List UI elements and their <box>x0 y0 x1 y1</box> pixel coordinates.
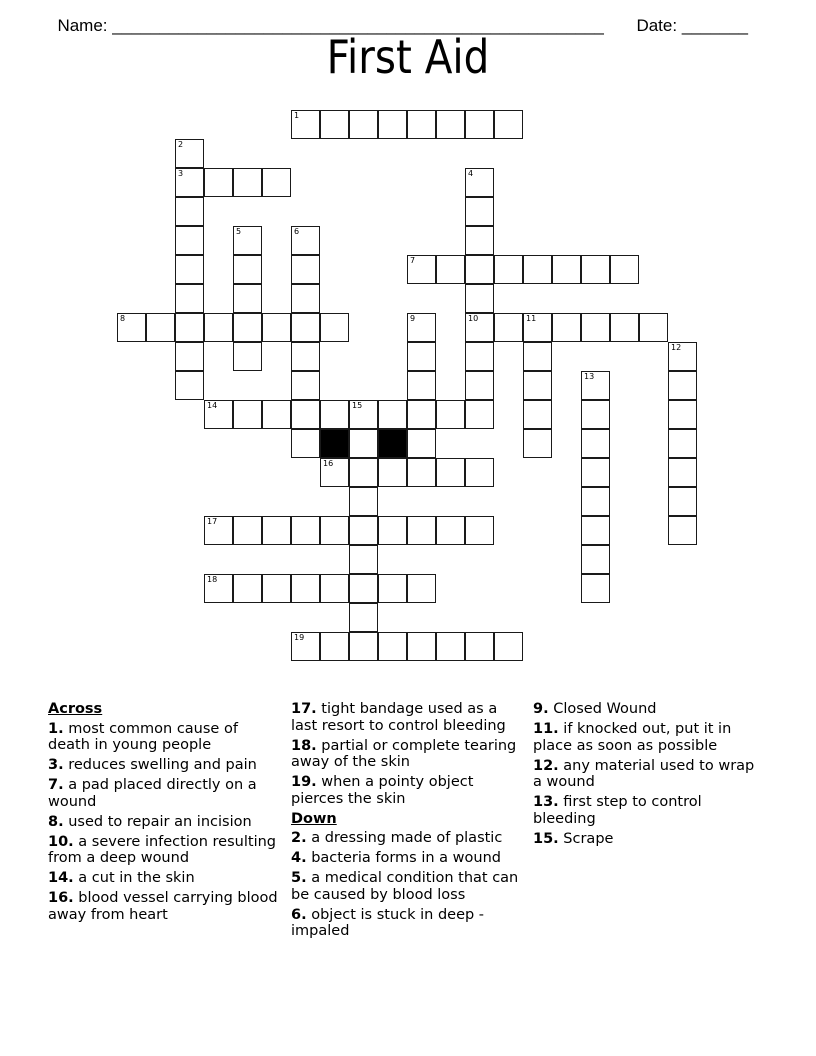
grid-cell[interactable] <box>465 168 494 197</box>
grid-cell[interactable] <box>378 458 407 487</box>
grid-cell[interactable] <box>668 487 697 516</box>
clue-number: 8 <box>120 314 126 323</box>
grid-cell[interactable] <box>436 400 465 429</box>
clue-across: 19. when a pointy object pierces the skin <box>291 774 474 807</box>
clue-number: 12 <box>671 343 682 352</box>
grid-cell[interactable] <box>378 400 407 429</box>
grid-cell[interactable] <box>581 545 610 574</box>
grid-cell[interactable] <box>552 255 581 284</box>
clue-number: 19 <box>294 633 305 642</box>
grid-cell[interactable] <box>465 197 494 226</box>
grid-cell[interactable] <box>320 400 349 429</box>
grid-cell[interactable] <box>291 284 320 313</box>
grid-cell[interactable] <box>436 458 465 487</box>
clue-across: 3. reduces swelling and pain <box>48 757 257 773</box>
grid-cell[interactable] <box>291 226 320 255</box>
grid-cell[interactable] <box>668 371 697 400</box>
grid-cell[interactable] <box>581 429 610 458</box>
grid-cell[interactable] <box>668 429 697 458</box>
grid-cell[interactable] <box>407 342 436 371</box>
grid-cell[interactable] <box>175 139 204 168</box>
clue-number: 17 <box>207 517 218 526</box>
clue-down: 13. first step to control bleeding <box>533 794 702 827</box>
grid-cell[interactable] <box>349 400 378 429</box>
grid-cell[interactable] <box>262 574 291 603</box>
grid-cell[interactable] <box>581 371 610 400</box>
date-line[interactable]: _______ <box>681 16 748 35</box>
clue-down: 5. a medical condition that can be caused by blood loss <box>291 870 519 903</box>
grid-cell[interactable] <box>436 632 465 661</box>
grid-cell[interactable] <box>291 516 320 545</box>
grid-cell[interactable] <box>465 400 494 429</box>
grid-cell[interactable] <box>610 313 639 342</box>
grid-cell[interactable] <box>639 313 668 342</box>
grid-cell[interactable] <box>465 632 494 661</box>
grid-cell[interactable] <box>378 110 407 139</box>
grid-cell[interactable] <box>291 342 320 371</box>
clue-column-2 <box>291 701 521 943</box>
clue-across: 8. used to repair an incision <box>48 813 252 830</box>
grid-cell[interactable] <box>117 313 146 342</box>
grid-cell[interactable] <box>494 632 523 661</box>
grid-cell[interactable] <box>581 487 610 516</box>
clue-column-3 <box>533 701 763 851</box>
grid-cell[interactable] <box>668 342 697 371</box>
page-title: First Aid <box>326 30 490 84</box>
clue-number: 7 <box>410 256 416 265</box>
grid-cell[interactable] <box>291 255 320 284</box>
clue-across: 17. tight bandage used as a last resort to control bleeding <box>291 701 506 734</box>
clue-down: 15. Scrape <box>533 830 614 847</box>
grid-cell[interactable] <box>204 400 233 429</box>
grid-cell[interactable] <box>581 255 610 284</box>
across-heading: Across <box>48 701 103 717</box>
grid-cell[interactable] <box>407 255 436 284</box>
grid-cell[interactable] <box>523 313 552 342</box>
grid-cell[interactable] <box>494 110 523 139</box>
grid-cell[interactable] <box>668 400 697 429</box>
grid-cell[interactable] <box>291 400 320 429</box>
grid-cell[interactable] <box>436 110 465 139</box>
grid-cell[interactable] <box>233 400 262 429</box>
grid-cell[interactable] <box>175 197 204 226</box>
grid-cell[interactable] <box>523 342 552 371</box>
clue-across: 1. most common cause of death in young people <box>48 720 238 753</box>
grid-cell[interactable] <box>465 313 494 342</box>
grid-cell[interactable] <box>320 313 349 342</box>
grid-cell[interactable] <box>204 574 233 603</box>
clue-down: 9. Closed Wound <box>533 701 657 717</box>
grid-cell[interactable] <box>349 516 378 545</box>
grid-cell[interactable] <box>291 632 320 661</box>
grid-cell[interactable] <box>494 255 523 284</box>
grid-cell[interactable] <box>291 371 320 400</box>
grid-cell[interactable] <box>233 574 262 603</box>
grid-cell[interactable] <box>581 458 610 487</box>
clue-number: 10 <box>468 314 479 323</box>
grid-cell[interactable] <box>175 255 204 284</box>
grid-cell[interactable] <box>668 458 697 487</box>
grid-cell[interactable] <box>407 632 436 661</box>
grid-cell[interactable] <box>610 255 639 284</box>
grid-cell[interactable] <box>349 545 378 574</box>
black-cell <box>320 429 349 458</box>
grid-cell[interactable] <box>407 371 436 400</box>
name-line[interactable]: ____________________________________________________ <box>112 16 604 35</box>
clue-number: 6 <box>294 227 300 236</box>
grid-cell[interactable] <box>175 342 204 371</box>
grid-cell[interactable] <box>465 226 494 255</box>
grid-cell[interactable] <box>581 516 610 545</box>
grid-cell[interactable] <box>436 255 465 284</box>
grid-cell[interactable] <box>233 516 262 545</box>
clue-across: 7. a pad placed directly on a wound <box>48 777 257 810</box>
grid-cell[interactable] <box>262 313 291 342</box>
black-cell <box>378 429 407 458</box>
clue-number: 14 <box>207 401 218 410</box>
grid-cell[interactable] <box>465 516 494 545</box>
clue-number: 13 <box>584 372 595 381</box>
grid-cell[interactable] <box>233 313 262 342</box>
date-label: Date: <box>636 16 682 35</box>
clue-across: 10. a severe infection resulting from a deep wound <box>48 833 276 866</box>
grid-cell[interactable] <box>262 168 291 197</box>
grid-cell[interactable] <box>146 313 175 342</box>
grid-cell[interactable] <box>262 400 291 429</box>
grid-cell[interactable] <box>291 429 320 458</box>
grid-cell[interactable] <box>320 110 349 139</box>
clue-down: 12. any material used to wrap a wound <box>533 757 755 790</box>
grid-cell[interactable] <box>175 226 204 255</box>
grid-cell[interactable] <box>465 342 494 371</box>
clue-number: 18 <box>207 575 218 584</box>
grid-cell[interactable] <box>581 574 610 603</box>
grid-cell[interactable] <box>436 516 465 545</box>
grid-cell[interactable] <box>581 313 610 342</box>
clue-down: 6. object is stuck in deep - impaled <box>291 906 485 939</box>
grid-cell[interactable] <box>349 574 378 603</box>
clue-down: 4. bacteria forms in a wound <box>291 850 501 866</box>
clue-number: 5 <box>236 227 242 236</box>
grid-cell[interactable] <box>204 313 233 342</box>
clue-across: 16. blood vessel carrying blood away from heart <box>48 890 278 923</box>
grid-cell[interactable] <box>233 226 262 255</box>
clue-number: 4 <box>468 169 474 178</box>
grid-cell[interactable] <box>668 516 697 545</box>
grid-cell[interactable] <box>175 371 204 400</box>
grid-cell[interactable] <box>581 400 610 429</box>
name-label: Name: <box>57 16 113 35</box>
grid-cell[interactable] <box>378 632 407 661</box>
clue-number: 9 <box>410 314 416 323</box>
clue-across: 18. partial or complete tearing away of the skin <box>291 737 517 770</box>
grid-cell[interactable] <box>320 458 349 487</box>
clue-number: 3 <box>178 169 184 178</box>
grid-cell[interactable] <box>349 487 378 516</box>
clue-column-1 <box>48 701 278 927</box>
grid-cell[interactable] <box>175 313 204 342</box>
grid-cell[interactable] <box>465 255 494 284</box>
grid-cell[interactable] <box>465 371 494 400</box>
grid-cell[interactable] <box>407 574 436 603</box>
grid-cell[interactable] <box>407 429 436 458</box>
clue-number: 1 <box>294 111 300 120</box>
clue-down: 2. a dressing made of plastic <box>291 830 503 846</box>
grid-cell[interactable] <box>320 574 349 603</box>
grid-cell[interactable] <box>175 168 204 197</box>
grid-cell[interactable] <box>262 516 291 545</box>
grid-cell[interactable] <box>291 574 320 603</box>
clue-down: 11. if knocked out, put it in place as soon as possible <box>533 721 732 754</box>
clue-number: 11 <box>526 314 537 323</box>
grid-cell[interactable] <box>204 168 233 197</box>
grid-cell[interactable] <box>407 458 436 487</box>
grid-cell[interactable] <box>494 313 523 342</box>
grid-cell[interactable] <box>523 429 552 458</box>
grid-cell[interactable] <box>349 603 378 632</box>
grid-cell[interactable] <box>523 255 552 284</box>
grid-cell[interactable] <box>233 342 262 371</box>
grid-cell[interactable] <box>523 371 552 400</box>
grid-cell[interactable] <box>175 284 204 313</box>
down-heading: Down <box>291 810 337 827</box>
grid-cell[interactable] <box>320 632 349 661</box>
clue-number: 16 <box>323 459 334 468</box>
grid-cell[interactable] <box>291 110 320 139</box>
grid-cell[interactable] <box>523 400 552 429</box>
grid-cell[interactable] <box>204 516 233 545</box>
grid-cell[interactable] <box>320 516 349 545</box>
grid-cell[interactable] <box>378 574 407 603</box>
grid-cell[interactable] <box>291 313 320 342</box>
clue-number: 2 <box>178 140 184 149</box>
grid-cell[interactable] <box>349 458 378 487</box>
grid-cell[interactable] <box>465 110 494 139</box>
grid-cell[interactable] <box>407 516 436 545</box>
grid-cell[interactable] <box>465 458 494 487</box>
grid-cell[interactable] <box>233 168 262 197</box>
grid-cell[interactable] <box>407 400 436 429</box>
grid-cell[interactable] <box>233 255 262 284</box>
grid-cell[interactable] <box>349 632 378 661</box>
grid-cell[interactable] <box>407 313 436 342</box>
grid-cell[interactable] <box>378 516 407 545</box>
grid-cell[interactable] <box>552 313 581 342</box>
grid-cell[interactable] <box>349 429 378 458</box>
grid-cell[interactable] <box>233 284 262 313</box>
grid-cell[interactable] <box>407 110 436 139</box>
grid-cell[interactable] <box>349 110 378 139</box>
clue-number: 15 <box>352 401 363 410</box>
grid-cell[interactable] <box>465 284 494 313</box>
clue-across: 14. a cut in the skin <box>48 870 195 886</box>
